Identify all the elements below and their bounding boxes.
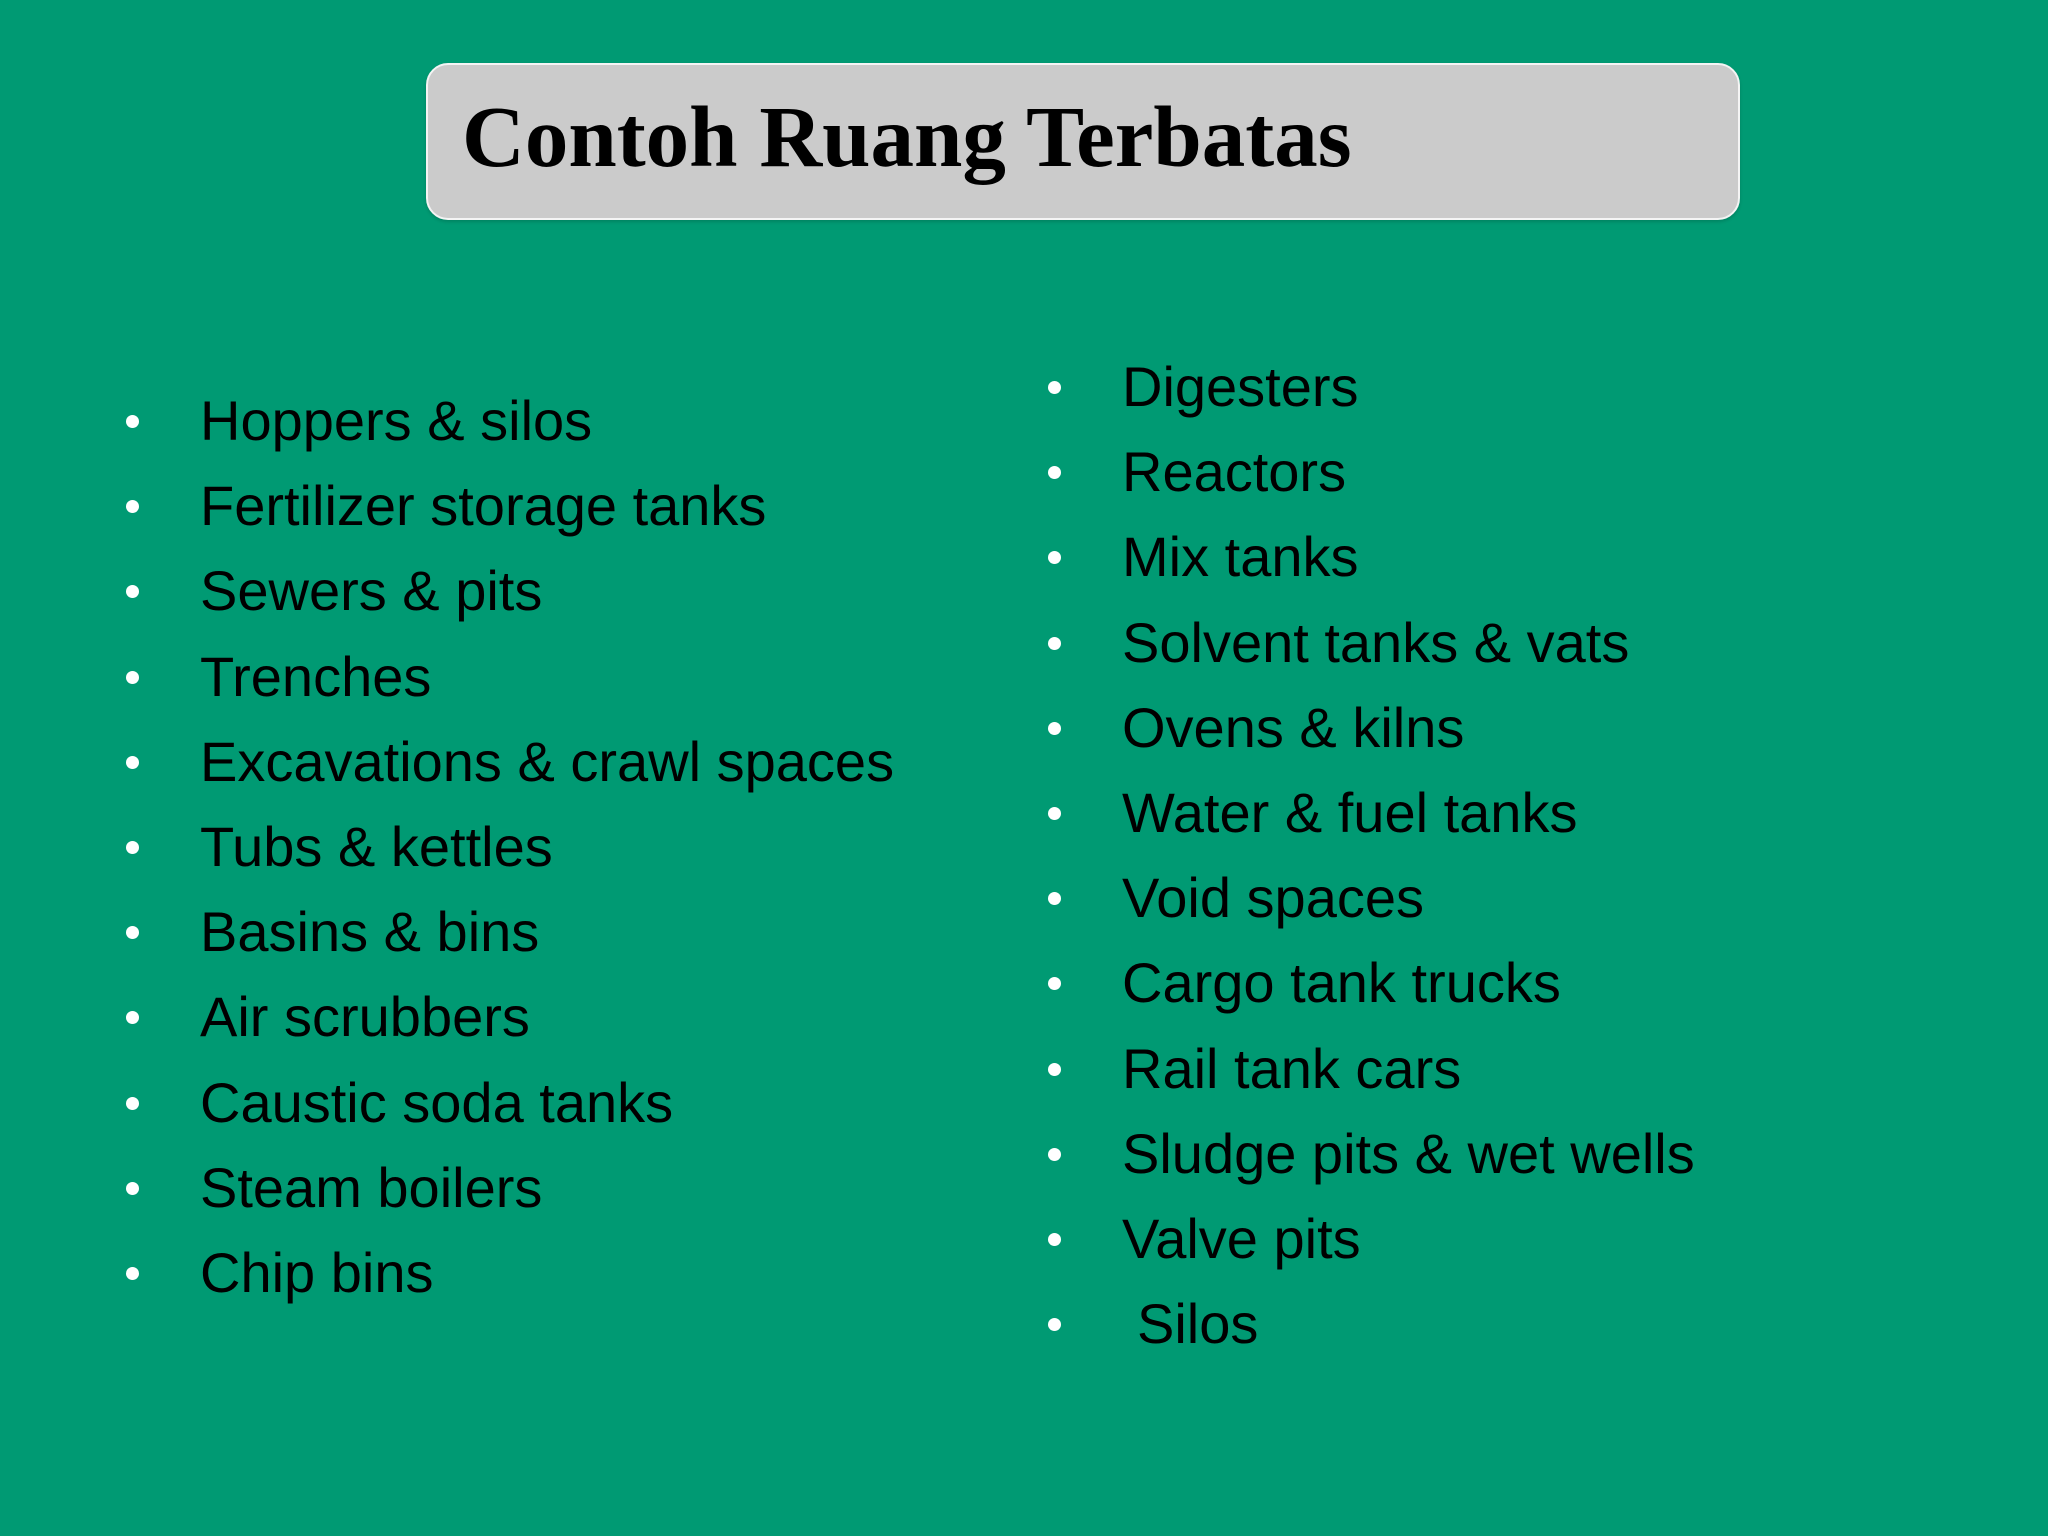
bullet-icon (1048, 722, 1061, 735)
bullet-icon (126, 1097, 139, 1110)
bullet-icon (1048, 1063, 1061, 1076)
right-list-item-text: Reactors (1122, 440, 1347, 504)
right-list-item-text: Ovens & kilns (1122, 695, 1465, 759)
title-box (426, 63, 1740, 220)
right-list-item-text: Digesters (1122, 355, 1359, 418)
bullet-icon (1048, 977, 1061, 990)
bullet-icon (126, 415, 139, 428)
left-list-item-text: Air scrubbers (200, 985, 530, 1049)
bullet-icon (1048, 637, 1061, 650)
left-list-item-text: Hoppers & silos (200, 389, 593, 452)
left-list-item-text: Sewers & pits (200, 559, 543, 623)
bullet-icon (126, 1011, 139, 1024)
left-list-item-text: Tubs & kettles (200, 814, 553, 878)
left-list-item-text: Trenches (200, 644, 432, 708)
right-list-item-text: Valve pits (1122, 1206, 1361, 1270)
bullet-icon (126, 671, 139, 684)
left-list-item-text: Steam boilers (200, 1155, 543, 1219)
bullet-icon (1048, 1233, 1061, 1246)
left-list-item-text: Fertilizer storage tanks (200, 474, 767, 538)
bullet-icon (1048, 551, 1061, 564)
bullet-icon (1048, 466, 1061, 479)
left-list-item-text: Caustic soda tanks (200, 1070, 674, 1134)
bullet-icon (1048, 1148, 1061, 1161)
right-list-item-text: Silos (1137, 1292, 1259, 1356)
bullet-icon (126, 841, 139, 854)
right-list-item-text: Water & fuel tanks (1122, 780, 1578, 844)
bullet-icon (1048, 381, 1061, 394)
left-list-item-text: Basins & bins (200, 900, 540, 964)
slide-title: Contoh Ruang Terbatas (462, 88, 1352, 185)
bullet-icon (126, 1267, 139, 1280)
bullet-icon (126, 756, 139, 769)
right-list-item-text: Sludge pits & wet wells (1122, 1121, 1695, 1185)
right-list-item-text: Void spaces (1122, 866, 1424, 930)
left-list-item-text: Chip bins (200, 1240, 434, 1304)
bullet-icon (126, 926, 139, 939)
left-list-item-text: Excavations & crawl spaces (200, 729, 895, 793)
bullet-icon (126, 500, 139, 513)
bullet-icon (1048, 1318, 1061, 1331)
bullet-icon (126, 1182, 139, 1195)
right-list-item-text: Rail tank cars (1122, 1036, 1462, 1100)
bullet-icon (126, 585, 139, 598)
right-list-item-text: Cargo tank trucks (1122, 951, 1561, 1015)
bullet-icon (1048, 892, 1061, 905)
right-list-item-text: Mix tanks (1122, 525, 1359, 589)
bullet-icon (1048, 807, 1061, 820)
right-list-item-text: Solvent tanks & vats (1122, 610, 1630, 674)
